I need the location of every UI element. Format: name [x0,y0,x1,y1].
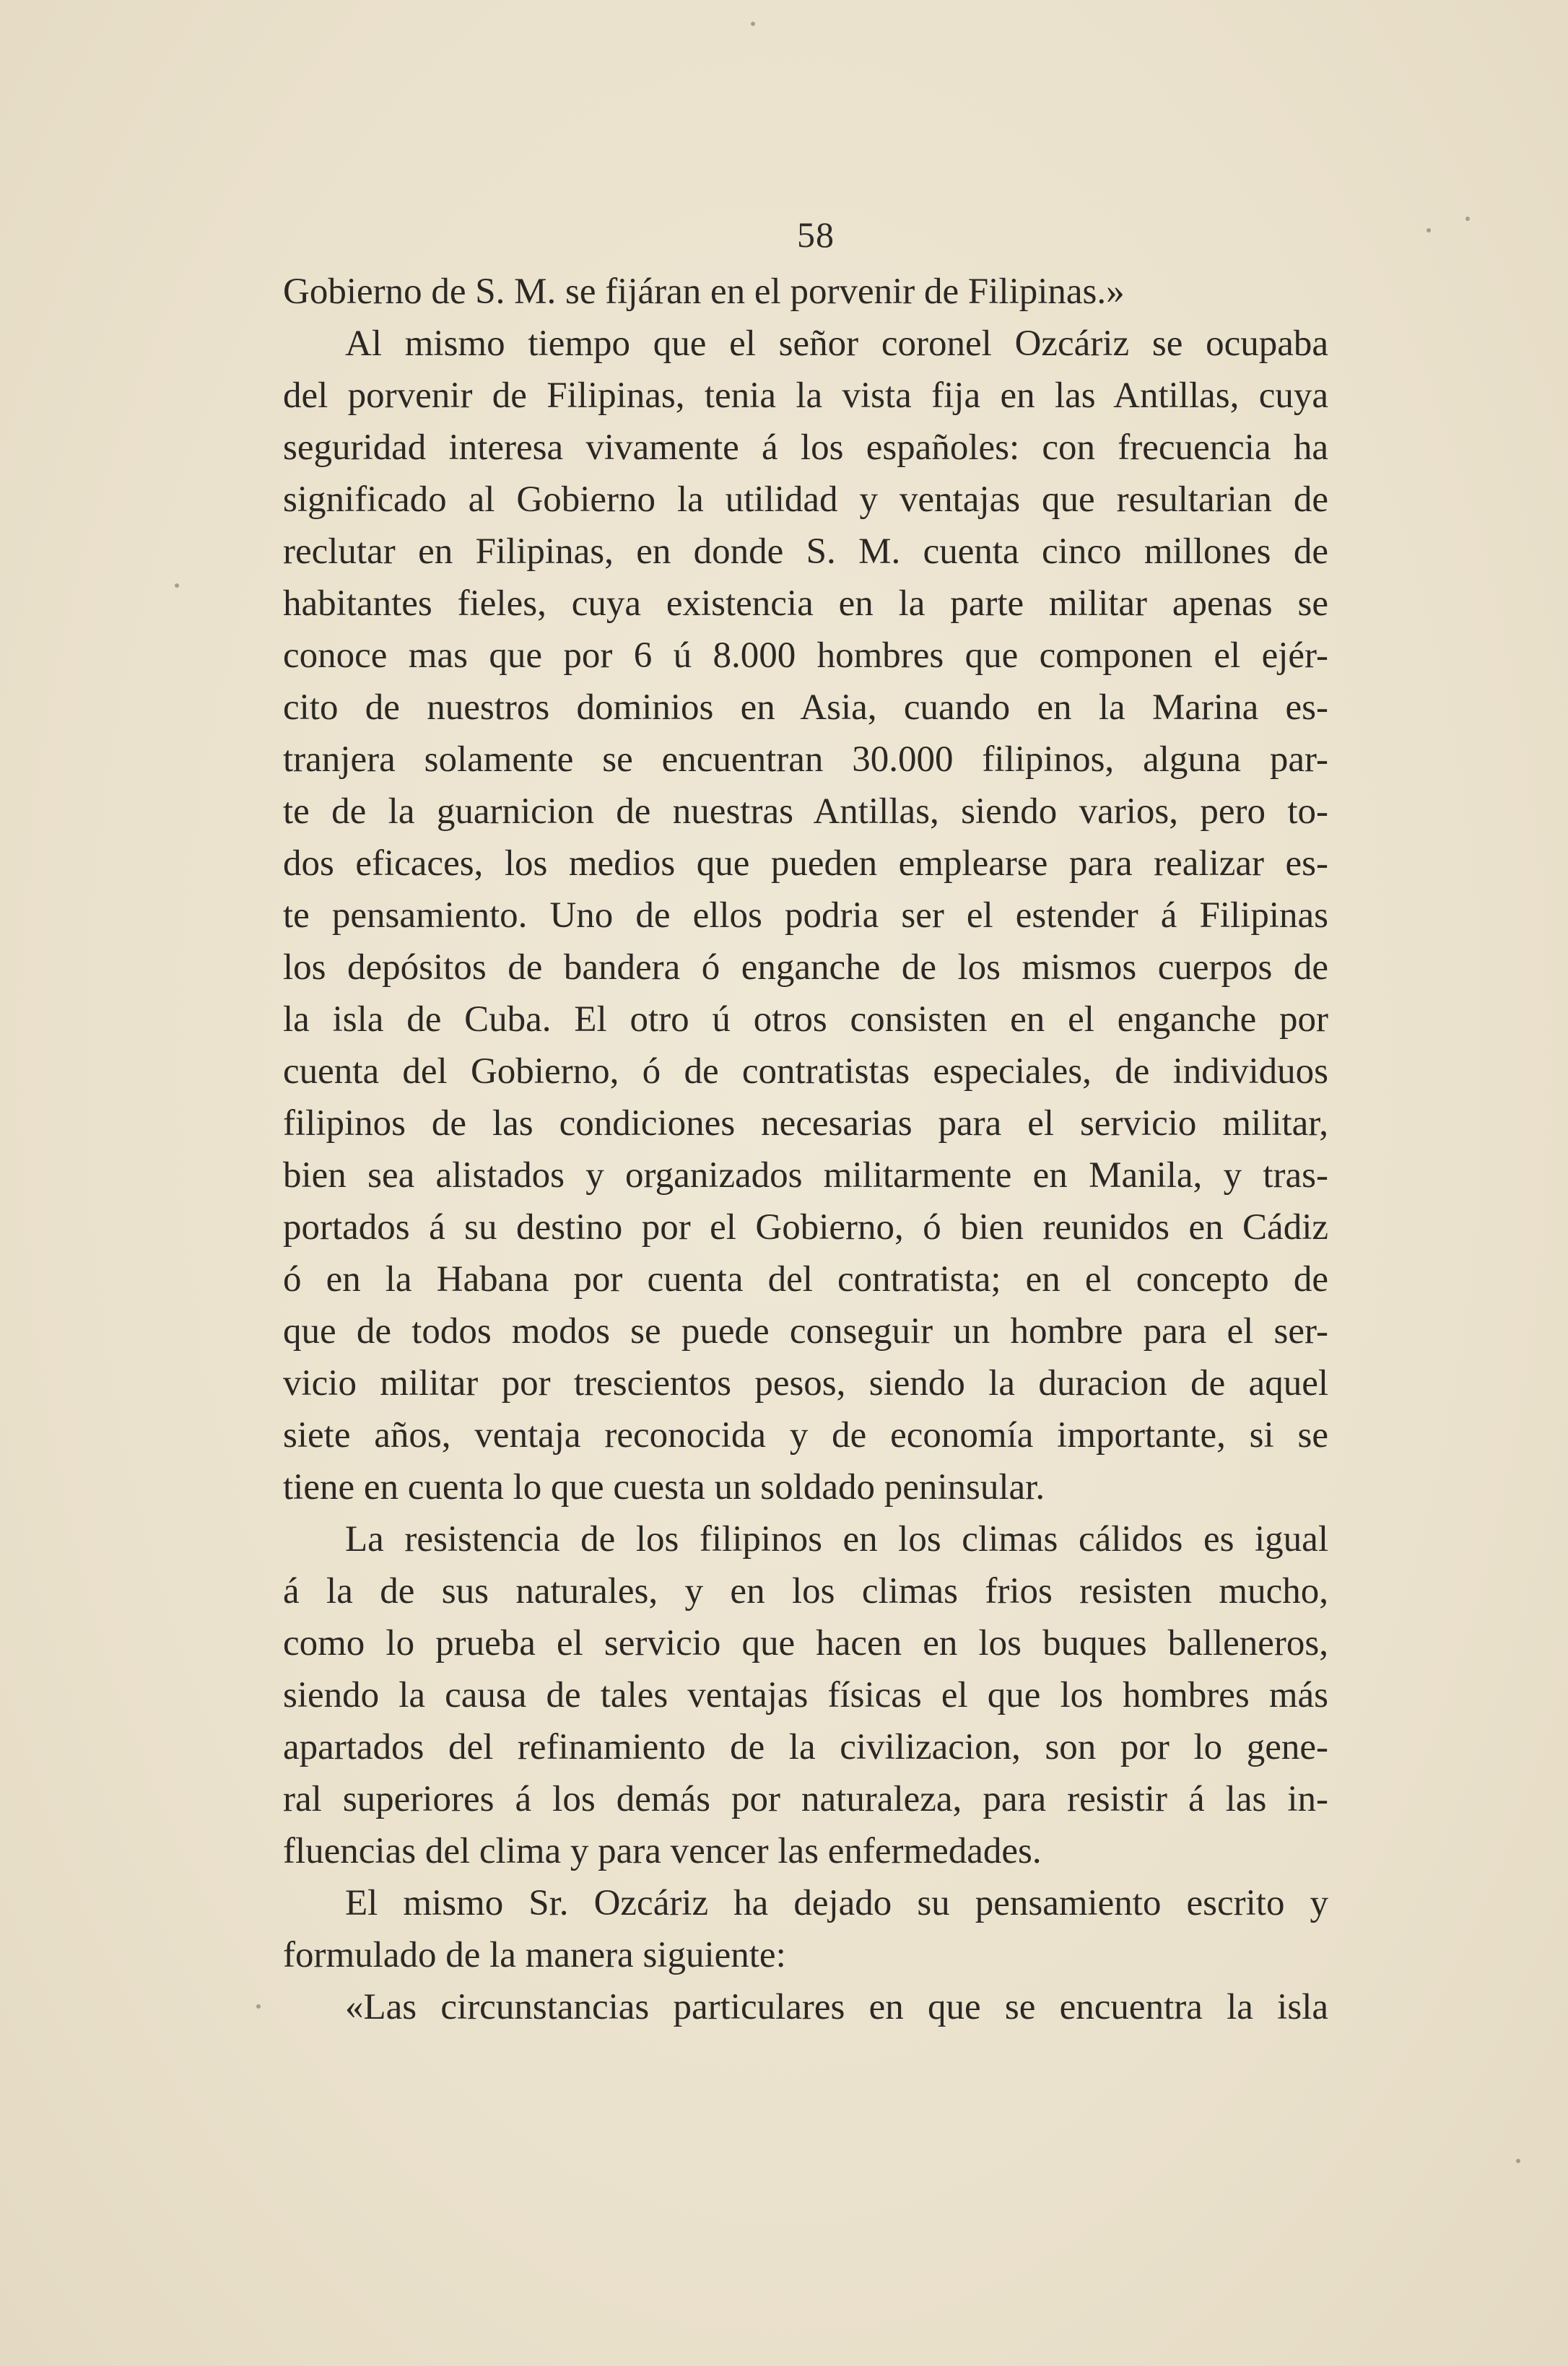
text-line: apartados del refinamiento de la civilizacion, son por lo gene- [283,1727,1328,1767]
text-line: ó en la Habana por cuenta del contratista; en el concepto de [283,1259,1328,1300]
text-line: que de todos modos se puede conseguir un hombre para el ser- [283,1311,1328,1352]
page-number: 58 [797,214,835,255]
text-line: «Las circunstancias particulares en que se encuentra la isla [345,1987,1328,2027]
text-line: ral superiores á los demás por naturaleza, para resistir á las in- [283,1779,1328,1819]
scan-speck [1465,217,1470,221]
text-line: reclutar en Filipinas, en donde S. M. cuenta cinco millones de [283,531,1328,572]
text-line: conoce mas que por 6 ú 8.000 hombres que componen el ejér- [283,635,1328,676]
text-line: como lo prueba el servicio que hacen en los buques balleneros, [283,1623,1328,1663]
body-text [283,266,1328,2033]
text-line: á la de sus naturales, y en los climas frios resisten mucho, [283,1571,1328,1612]
text-line: tranjera solamente se encuentran 30.000 filipinos, alguna par- [283,739,1328,780]
text-line: significado al Gobierno la utilidad y ventajas que resultarian de [283,479,1328,520]
text-line: cuenta del Gobierno, ó de contratistas especiales, de individuos [283,1051,1328,1092]
text-line: siendo la causa de tales ventajas físicas el que los hombres más [283,1675,1328,1715]
text-line: tiene en cuenta lo que cuesta un soldado peninsular. [283,1467,1045,1508]
text-line: portados á su destino por el Gobierno, ó bien reunidos en Cádiz [283,1207,1328,1248]
text-line: cito de nuestros dominios en Asia, cuando en la Marina es- [283,687,1328,728]
scan-speck [751,22,755,26]
scan-speck [1516,2159,1520,2163]
text-line: seguridad interesa vivamente á los españoles: con frecuencia ha [283,427,1328,468]
text-line: habitantes fieles, cuya existencia en la parte militar apenas se [283,583,1328,624]
text-line: filipinos de las condiciones necesarias para el servicio militar, [283,1103,1328,1144]
text-line: dos eficaces, los medios que pueden emplearse para realizar es- [283,843,1328,884]
text-line: fluencias del clima y para vencer las enfermedades. [283,1831,1042,1871]
text-line: La resistencia de los filipinos en los climas cálidos es igual [345,1519,1328,1560]
text-line: Al mismo tiempo que el señor coronel Ozcáriz se ocupaba [345,323,1328,364]
text-line: El mismo Sr. Ozcáriz ha dejado su pensamiento escrito y [345,1883,1328,1923]
text-line: Gobierno de S. M. se fijáran en el porvenir de Filipinas.» [283,271,1125,312]
text-line: la isla de Cuba. El otro ú otros consisten en el enganche por [283,999,1328,1040]
text-line: los depósitos de bandera ó enganche de los mismos cuerpos de [283,947,1328,988]
text-line: del porvenir de Filipinas, tenia la vista fija en las Antillas, cuya [283,375,1328,416]
scan-speck [256,2004,261,2009]
text-line: vicio militar por trescientos pesos, siendo la duracion de aquel [283,1363,1328,1404]
text-line: formulado de la manera siguiente: [283,1935,786,1975]
text-line: bien sea alistados y organizados militarmente en Manila, y tras- [283,1155,1328,1196]
text-line: te pensamiento. Uno de ellos podria ser el estender á Filipinas [283,895,1328,936]
text-line: siete años, ventaja reconocida y de economía importante, si se [283,1415,1328,1456]
scan-speck [175,583,179,588]
text-line: te de la guarnicion de nuestras Antillas, siendo varios, pero to- [283,791,1328,832]
scan-speck [1427,228,1431,232]
